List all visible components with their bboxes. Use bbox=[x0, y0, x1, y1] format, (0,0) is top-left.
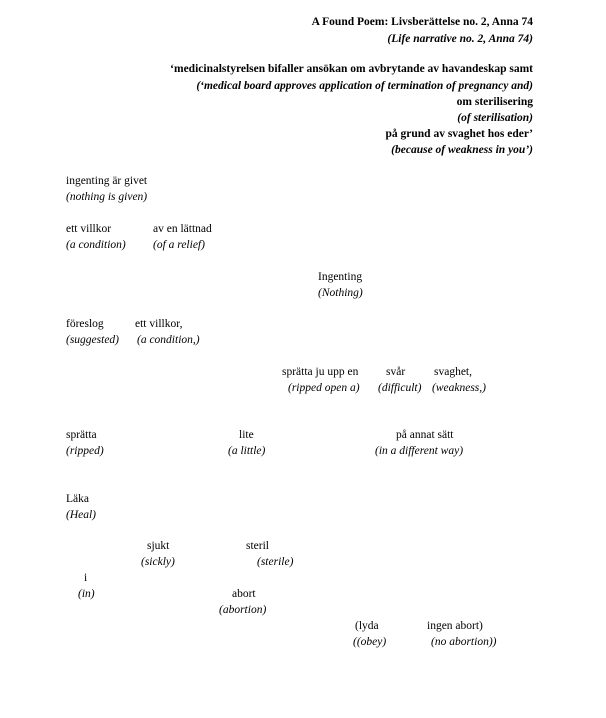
poem-word: svaghet, bbox=[434, 366, 473, 378]
epigraph-line-2-translation: (of sterilisation) bbox=[457, 112, 533, 124]
poem-word-translation: (ripped) bbox=[66, 445, 104, 457]
poem-word: lite bbox=[239, 429, 254, 441]
poem-word-translation: ((obey) bbox=[353, 636, 387, 648]
poem-word-translation: (in) bbox=[78, 588, 95, 600]
poem-word: föreslog bbox=[66, 318, 104, 330]
poem-word-translation: (of a relief) bbox=[153, 239, 205, 251]
poem-word-translation: (weakness,) bbox=[432, 382, 486, 394]
poem-word: ett villkor bbox=[66, 223, 112, 235]
poem-word-translation: (Heal) bbox=[66, 509, 97, 521]
poem-word: sprätta ju upp en bbox=[282, 366, 359, 378]
poem-word-translation: (abortion) bbox=[219, 604, 267, 616]
poem-word: ingen abort) bbox=[427, 620, 483, 632]
poem-word: i bbox=[84, 572, 88, 584]
poem-word: sprätta bbox=[66, 429, 97, 441]
poem-word-translation: (a little) bbox=[228, 445, 266, 457]
epigraph-line-3-translation: (because of weakness in you’) bbox=[391, 144, 533, 156]
epigraph-line-1: ‘medicinalstyrelsen bifaller ansökan om avbrytande av havandeskap samt bbox=[170, 63, 533, 75]
poem-word: ingenting är givet bbox=[66, 175, 148, 187]
poem-word-translation: (sterile) bbox=[257, 556, 294, 568]
poem-word-translation: (Nothing) bbox=[318, 287, 363, 299]
poem-word-translation: (suggested) bbox=[66, 334, 120, 346]
poem-word: (lyda bbox=[355, 620, 379, 632]
poem-title-translation: (Life narrative no. 2, Anna 74) bbox=[387, 33, 533, 45]
epigraph-line-2: om sterilisering bbox=[456, 96, 533, 108]
poem-word-translation: (sickly) bbox=[141, 556, 175, 568]
epigraph-line-1-translation: (‘medical board approves application of termination of pregnancy and) bbox=[196, 80, 533, 92]
poem-word-translation: (a condition,) bbox=[137, 334, 200, 346]
poem-word-translation: (in a different way) bbox=[375, 445, 464, 457]
poem-word: sjukt bbox=[147, 540, 170, 552]
poem-word: Ingenting bbox=[318, 271, 363, 283]
epigraph-line-3: på grund av svaghet hos eder’ bbox=[385, 128, 533, 140]
poem-word-translation: (no abortion)) bbox=[431, 636, 497, 648]
poem-title: A Found Poem: Livsberättelse no. 2, Anna 74 bbox=[311, 16, 533, 28]
poem-word-translation: (nothing is given) bbox=[66, 191, 148, 203]
poem-word: av en lättnad bbox=[153, 223, 212, 235]
poem-word: på annat sätt bbox=[396, 429, 454, 441]
poem-word-translation: (ripped open a) bbox=[288, 382, 360, 394]
poem-word: ett villkor, bbox=[135, 318, 183, 330]
poem-word: abort bbox=[232, 588, 256, 600]
poem-word: steril bbox=[246, 540, 269, 552]
poem-word: Läka bbox=[66, 493, 89, 505]
poem-word: svår bbox=[386, 366, 406, 378]
poem-word-translation: (a condition) bbox=[66, 239, 126, 251]
poem-word-translation: (difficult) bbox=[378, 382, 422, 394]
